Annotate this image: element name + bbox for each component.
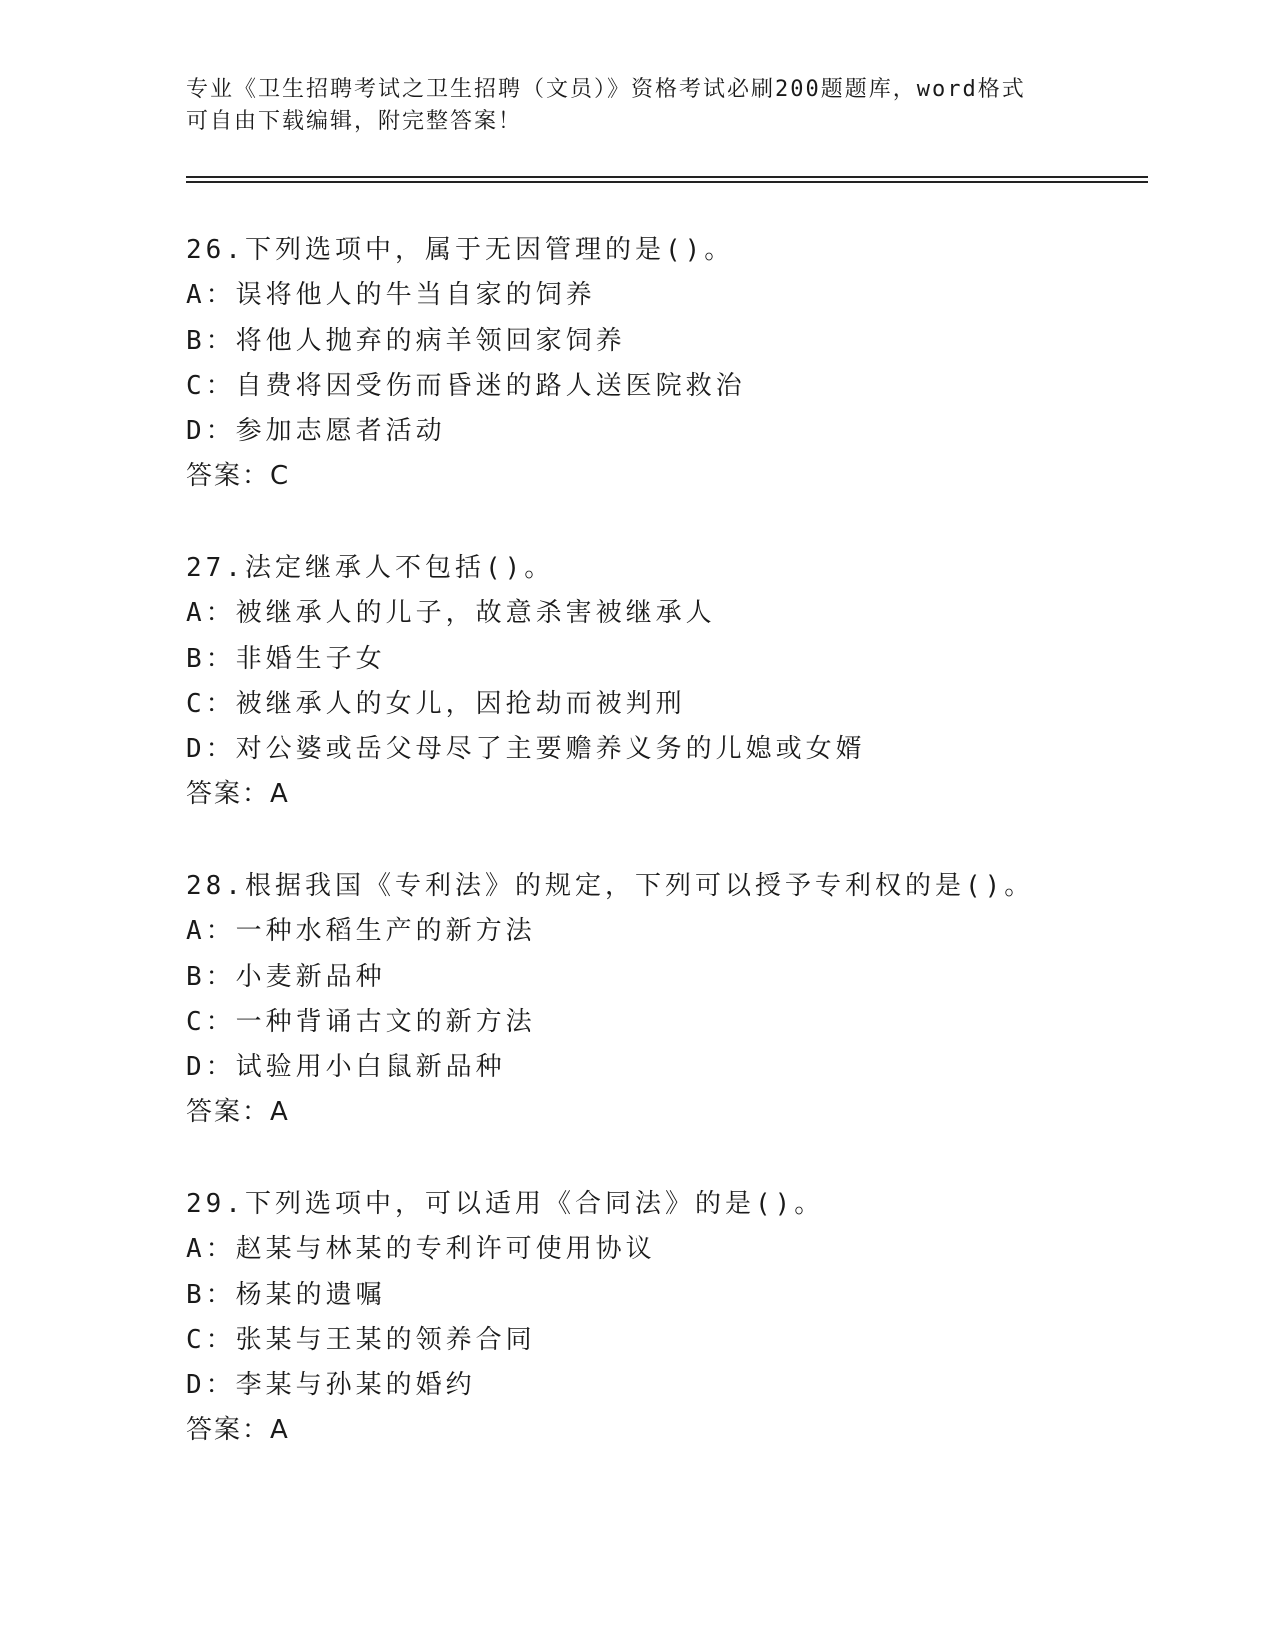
question-27: [186, 546, 1166, 818]
option-d: D：试验用小白鼠新品种: [186, 1052, 506, 1083]
option-c: C：一种背诵古文的新方法: [186, 1006, 536, 1037]
answer-line: 答案：A: [186, 1097, 290, 1128]
question-stem: 26.下列选项中，属于无因管理的是()。: [186, 235, 735, 265]
option-b: B：将他人抛弃的病羊领回家饲养: [186, 325, 626, 356]
option-c: C：张某与王某的领养合同: [186, 1324, 536, 1355]
answer-line: 答案：A: [186, 779, 290, 810]
header-line-2: 可自由下载编辑，附完整答案！: [186, 109, 523, 134]
answer-line: 答案：A: [186, 1415, 290, 1446]
option-c: C：被继承人的女儿，因抢劫而被判刑: [186, 688, 686, 719]
option-a: A：赵某与林某的专利许可使用协议: [186, 1234, 656, 1265]
question-stem: 27.法定继承人不包括()。: [186, 553, 555, 583]
option-a: A：误将他人的牛当自家的饲养: [186, 280, 596, 311]
option-b: B：小麦新品种: [186, 961, 386, 992]
option-a: A：一种水稻生产的新方法: [186, 916, 536, 947]
question-26: [186, 228, 1166, 500]
header-divider-bottom: [186, 181, 1148, 183]
option-d: D：对公婆或岳父母尽了主要赡养义务的儿媳或女婿: [186, 734, 866, 765]
header-divider-top: [186, 176, 1148, 178]
question-29: [186, 1182, 1166, 1454]
header-line-1: 专业《卫生招聘考试之卫生招聘（文员）》资格考试必刷200题题库，word格式: [186, 77, 1026, 102]
question-stem: 28.根据我国《专利法》的规定，下列可以授予专利权的是()。: [186, 871, 1035, 901]
option-d: D：李某与孙某的婚约: [186, 1370, 476, 1401]
question-stem: 29.下列选项中，可以适用《合同法》的是()。: [186, 1189, 825, 1219]
document-header: [186, 74, 1076, 138]
option-d: D：参加志愿者活动: [186, 416, 446, 447]
option-b: B：非婚生子女: [186, 643, 386, 674]
option-a: A：被继承人的儿子，故意杀害被继承人: [186, 598, 716, 629]
answer-line: 答案：C: [186, 461, 291, 492]
question-28: [186, 864, 1166, 1136]
option-c: C：自费将因受伤而昏迷的路人送医院救治: [186, 370, 746, 401]
option-b: B：杨某的遗嘱: [186, 1279, 386, 1310]
